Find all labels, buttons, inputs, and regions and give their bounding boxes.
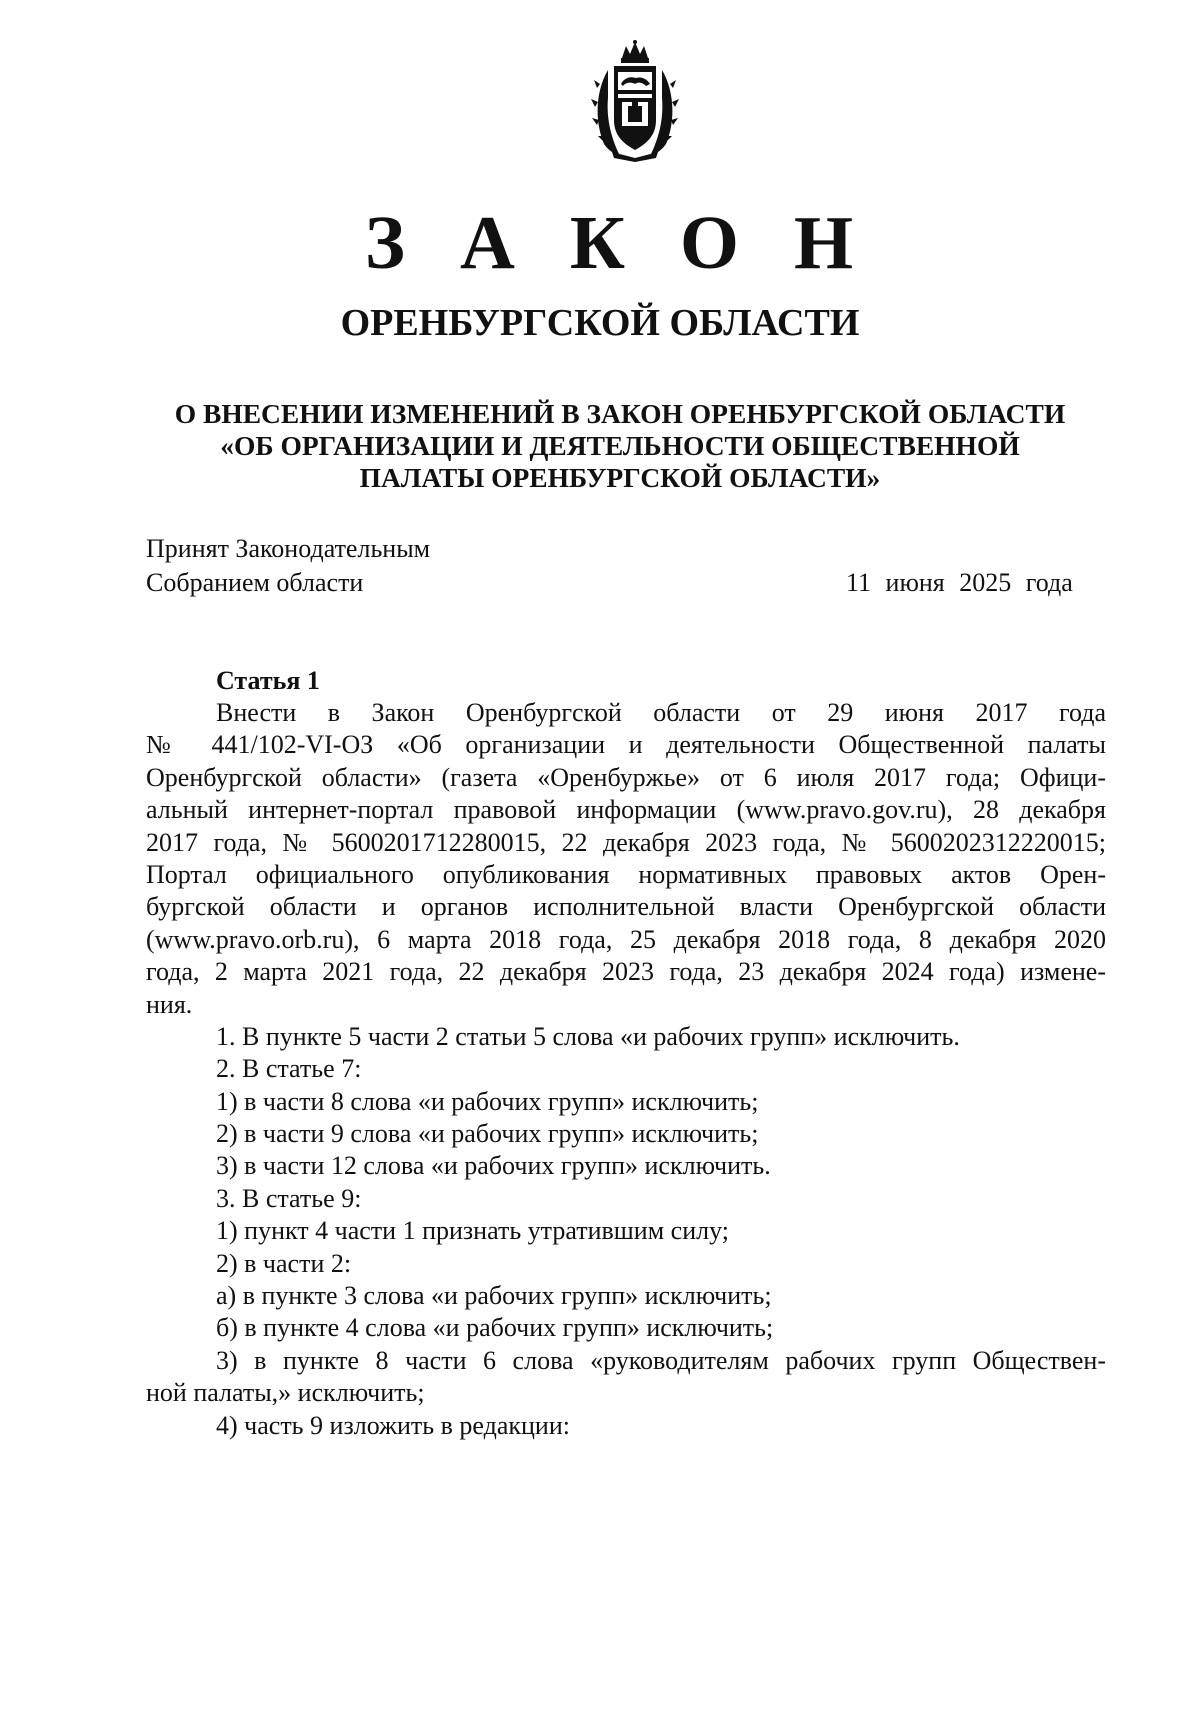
- adoption-date: 11 июня 2025 года: [846, 568, 1073, 597]
- document-title: З А К О Н: [364, 201, 872, 285]
- body-line: Оренбургской области» (газета «Оренбуржье» от 6 июля 2017 года; Офици-: [146, 762, 1106, 792]
- adoption-line: Принят Законодательным: [146, 534, 431, 563]
- list-item: 3. В статье 9:: [216, 1183, 362, 1213]
- adoption-note: [146, 532, 430, 600]
- list-item: 1) в части 8 слова «и рабочих групп» исключить;: [216, 1086, 759, 1116]
- list-item: 3) в пункте 8 части 6 слова «руководителям рабочих групп Обществен-: [216, 1345, 1106, 1375]
- body-line: (www.pravo.orb.ru), 6 марта 2018 года, 25 декабря 2018 года, 8 декабря 2020: [146, 924, 1106, 954]
- list-item: а) в пункте 3 слова «и рабочих групп» исключить;: [216, 1281, 772, 1311]
- article-heading: Статья 1: [216, 666, 320, 695]
- body-line: 2017 года, № 5600201712280015, 22 декабря 2023 года, № 5600202312220015;: [146, 827, 1106, 857]
- law-name-line: О ВНЕСЕНИИ ИЗМЕНЕНИЙ В ЗАКОН ОРЕНБУРГСКОЙ ОБЛАСТИ: [174, 398, 1066, 429]
- list-item: 2. В статье 7:: [216, 1054, 362, 1084]
- body-line: ния.: [146, 989, 193, 1019]
- list-item: 3) в части 12 слова «и рабочих групп» исключить.: [216, 1151, 771, 1181]
- body-line: № 441/102-VI-ОЗ «Об организации и деятельности Общественной палаты: [146, 730, 1106, 760]
- adoption-line: Собранием области: [146, 568, 364, 597]
- body-line: альный интернет-портал правовой информации (www.pravo.gov.ru), 28 декабря: [146, 795, 1106, 825]
- list-item: б) в пункте 4 слова «и рабочих групп» исключить;: [216, 1313, 774, 1343]
- body-line: года, 2 марта 2021 года, 22 декабря 2023 года, 23 декабря 2024 года) измене-: [146, 957, 1106, 987]
- list-item: 2) в части 2:: [216, 1248, 352, 1278]
- list-item: 4) часть 9 изложить в редакции:: [216, 1410, 570, 1440]
- list-item: 2) в части 9 слова «и рабочих групп» исключить;: [216, 1119, 759, 1149]
- article-body: [146, 697, 1106, 1442]
- orenburg-coat-of-arms-icon: [590, 40, 680, 162]
- law-name-line: ПАЛАТЫ ОРЕНБУРГСКОЙ ОБЛАСТИ»: [359, 462, 881, 493]
- list-item: ной палаты,» исключить;: [146, 1378, 425, 1408]
- law-name-line: «ОБ ОРГАНИЗАЦИИ И ДЕЯТЕЛЬНОСТИ ОБЩЕСТВЕННОЙ: [220, 430, 1020, 461]
- body-line: Внести в Закон Оренбургской области от 29 июня 2017 года: [216, 698, 1106, 727]
- list-item: 1) пункт 4 части 1 признать утратившим силу;: [216, 1216, 729, 1246]
- body-line: Портал официального опубликования нормативных правовых актов Орен-: [146, 859, 1106, 889]
- body-line: бургской области и органов исполнительной власти Оренбургской области: [146, 892, 1106, 922]
- document-subtitle: ОРЕНБУРГСКОЙ ОБЛАСТИ: [340, 302, 860, 344]
- list-item: 1. В пункте 5 части 2 статьи 5 слова «и рабочих групп» исключить.: [216, 1021, 960, 1051]
- law-name: [150, 398, 1090, 494]
